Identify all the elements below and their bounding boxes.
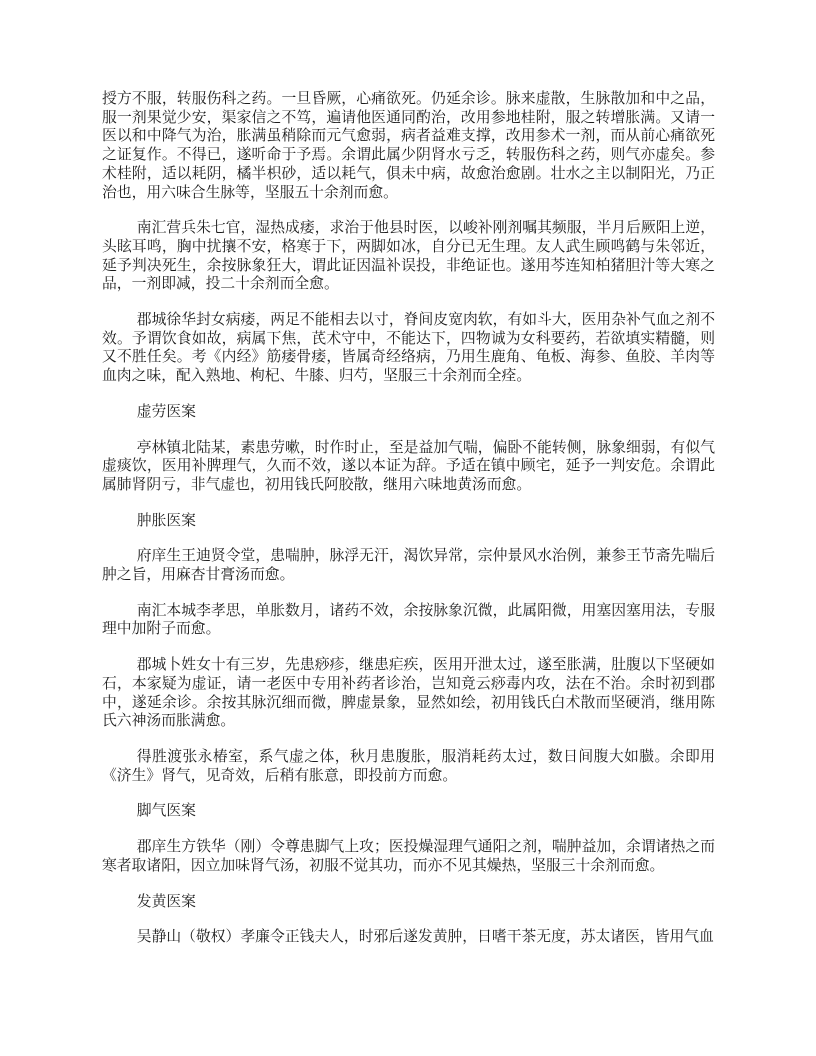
paragraph: 府庠生王迪贤令堂，患喘肿，脉浮无汗，渴饮异常，宗仲景风水治例，兼参王节斋先喘后肿之旨，用麻杏甘膏汤而愈。 (102, 548, 715, 584)
text-column (102, 90, 715, 947)
paragraph: 郡庠生方铁华（刚）令尊患脚气上攻；医投燥湿理气通阳之剂，喘肿益加，余谓诸热之而寒者取诸阳，因立加味肾气汤，初服不觉其功，而亦不见其燥热，坚服三十余剂而愈。 (102, 839, 715, 874)
section-heading-fahuang: 发黄医案 (136, 893, 196, 910)
section-heading-jiaoqi: 脚气医案 (136, 803, 196, 820)
paragraph: 亭林镇北陆某，素患劳嗽，时作时止，至是益加气喘，偏卧不能转侧，脉象细弱，有似气虚痰饮，医用补脾理气，久而不效，遂以本证为辞。予适在镇中顾宅，延予一判安危。余谓此属肺肾阴亏，非气虚也，初用钱氏阿胶散，继用六味地黄汤而愈。 (102, 439, 715, 493)
paragraph: 得胜渡张永椿室，系气虚之体，秋月患腹胀，服消耗药太过，数日间腹大如臌。余即用《济生》肾气，见奇效，后稍有胀意，即投前方而愈。 (102, 748, 715, 784)
paragraph: 吴静山（敬权）孝廉令正钱夫人，时邪后遂发黄肿，日嗜干茶无度，苏太诸医，皆用气血 (136, 929, 714, 946)
paragraph: 郡城徐华封女病痿，两足不能相去以寸，脊间皮宽肉软，有如斗大，医用杂补气血之剂不效。予谓饮食如故，病属下焦，芪术守中，不能达下，四物诚为女科要药，若欲填实精髓，则又不胜任矣。考《内经》筋痿骨痿，皆属奇经络病，乃用生鹿角、龟板、海参、鱼胶、羊肉等血肉之味，配入熟地、枸杞、牛膝、归芍，坚服三十余剂而全痊。 (102, 312, 715, 385)
paragraph: 郡城卜姓女十有三岁，先患痧疹，继患疟疾，医用开泄太过，遂至胀满，肚腹以下坚硬如石，本家疑为虚证，请一老医中专用补药者诊治，岂知竟云痧毒内攻，法在不治。余时初到郡中，遂延余诊。余按其脉沉细而微，脾虚景象，显然如绘，初用钱氏白术散而坚硬消，继用陈氏六神汤而胀满愈。 (102, 657, 715, 730)
paragraph: 南汇本城李孝思，单胀数月，诸药不效，余按脉象沉微，此属阳微，用塞因塞用法，专服理中加附子而愈。 (102, 602, 715, 638)
paragraph: 南汇营兵朱七官，湿热成痿，求治于他县时医，以峻补刚剂嘱其频服，半月后厥阳上逆，头眩耳鸣，胸中扰攘不安，格寒于下，两脚如冰，自分已无生理。友人武生顾鸣鹤与朱邻近，延予判决死生，余按脉象狂大，谓此证因温补误投，非绝证也。遂用芩连知柏猪胆汁等大寒之品，一剂即减，投二十余剂而全愈。 (102, 220, 715, 293)
paragraph-continuation: 授方不服，转服伤科之药。一旦昏厥，心痛欲死。仍延余诊。脉来虚散，生脉散加和中之品，服一剂果觉少安，渠家信之不笃，遍请他医通同酌治，改用参地桂附，服之转增胀满。又请一医以和中降气为治，胀满虽稍除而元气愈弱，病者益难支撑，改用参术一剂，而从前心痛欲死之证复作。不得已，遂听命于予焉。余谓此属少阴肾水亏乏，转服伤科之药，则气亦虚矣。参术桂附，适以耗阴，橘半枳砂，适以耗气，俱未中病，故愈治愈剧。壮水之主以制阳光，乃正治也，用六味合生脉等，坚服五十余剂而愈。 (102, 91, 715, 201)
section-heading-xulao: 虚劳医案 (136, 403, 196, 420)
section-heading-zhongzhang: 肿胀医案 (136, 512, 196, 529)
